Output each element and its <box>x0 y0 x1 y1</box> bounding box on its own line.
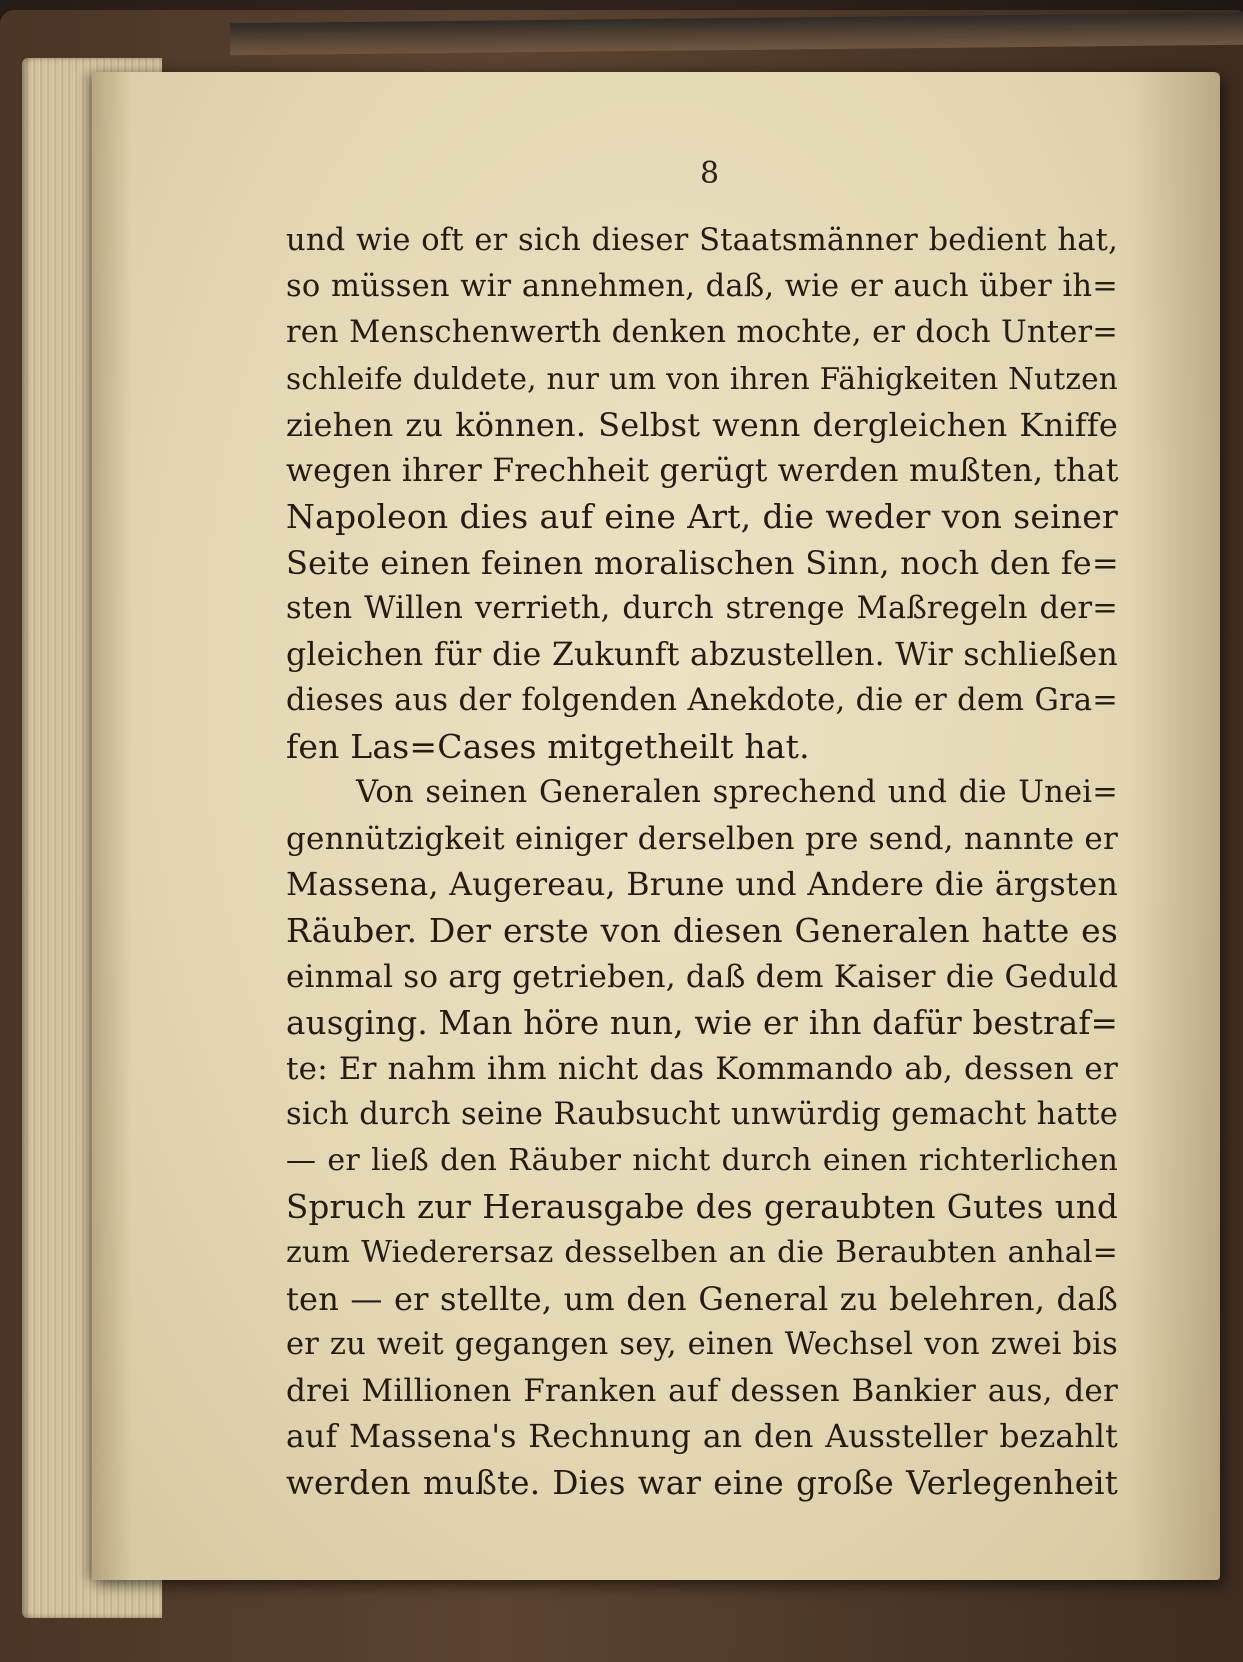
text-line: dieses aus der folgenden Anekdote, die er dem Gra= <box>286 683 1118 718</box>
text-line: Von seinen Generalen sprechend und die Unei= <box>356 775 1118 810</box>
text-line: Spruch zur Herausgabe des geraubten Gutes und <box>286 1188 1118 1226</box>
text-line: ten — er stellte, um den General zu belehren, daß <box>286 1280 1118 1318</box>
text-line: Napoleon dies auf eine Art, die weder von seiner <box>286 497 1118 536</box>
text-line: drei Millionen Franken auf dessen Bankier aus, der <box>286 1373 1118 1409</box>
text-line: Seite einen feinen moralischen Sinn, noch den fe= <box>286 544 1119 582</box>
text-line: werden mußte. Dies war eine große Verlegenheit <box>286 1464 1118 1502</box>
text-line: zum Wiederersaz desselben an die Beraubten anhal= <box>286 1235 1118 1270</box>
page-number: 8 <box>700 156 720 191</box>
text-line: — er ließ den Räuber nicht durch einen richterlichen <box>286 1143 1118 1178</box>
text-line: ziehen zu können. Selbst wenn dergleichen Kniffe <box>286 406 1118 444</box>
text-line: sich durch seine Raubsucht unwürdig gemacht hatte <box>286 1097 1118 1132</box>
text-line: gennützigkeit einiger derselben pre send, nannte er <box>286 821 1118 857</box>
text-line: te: Er nahm ihm nicht das Kommando ab, dessen er <box>286 1051 1118 1087</box>
text-line: Räuber. Der erste von diesen Generalen hatte es <box>286 911 1118 950</box>
text-line: schleife duldete, nur um von ihren Fähigkeiten Nutzen <box>286 362 1118 396</box>
text-line: auf Massena's Rechnung an den Aussteller bezahlt <box>286 1419 1118 1455</box>
text-line: einmal so arg getrieben, daß dem Kaiser die Geduld <box>286 959 1119 995</box>
text-line: ren Menschenwerth denken mochte, er doch Unter= <box>286 315 1118 350</box>
text-line: sten Willen verrieth, durch strenge Maßregeln der= <box>286 591 1118 626</box>
text-line: er zu weit gegangen sey, einen Wechsel von zwei bis <box>286 1327 1118 1362</box>
text-line: gleichen für die Zukunft abzustellen. Wir schließen <box>286 637 1118 673</box>
page-text <box>286 218 1118 1506</box>
text-line: so müssen wir annehmen, daß, wie er auch über ih= <box>286 269 1118 304</box>
text-line: ausging. Man höre nun, wie er ihn dafür bestraf= <box>286 1004 1118 1042</box>
text-line: Massena, Augereau, Brune und Andere die ärgsten <box>286 867 1118 903</box>
text-line: und wie oft er sich dieser Staatsmänner bedient hat, <box>286 223 1118 258</box>
text-line: fen Las=Cases mitgetheilt hat. <box>286 727 810 766</box>
text-line: wegen ihrer Frechheit gerügt werden mußten, that <box>286 453 1119 489</box>
